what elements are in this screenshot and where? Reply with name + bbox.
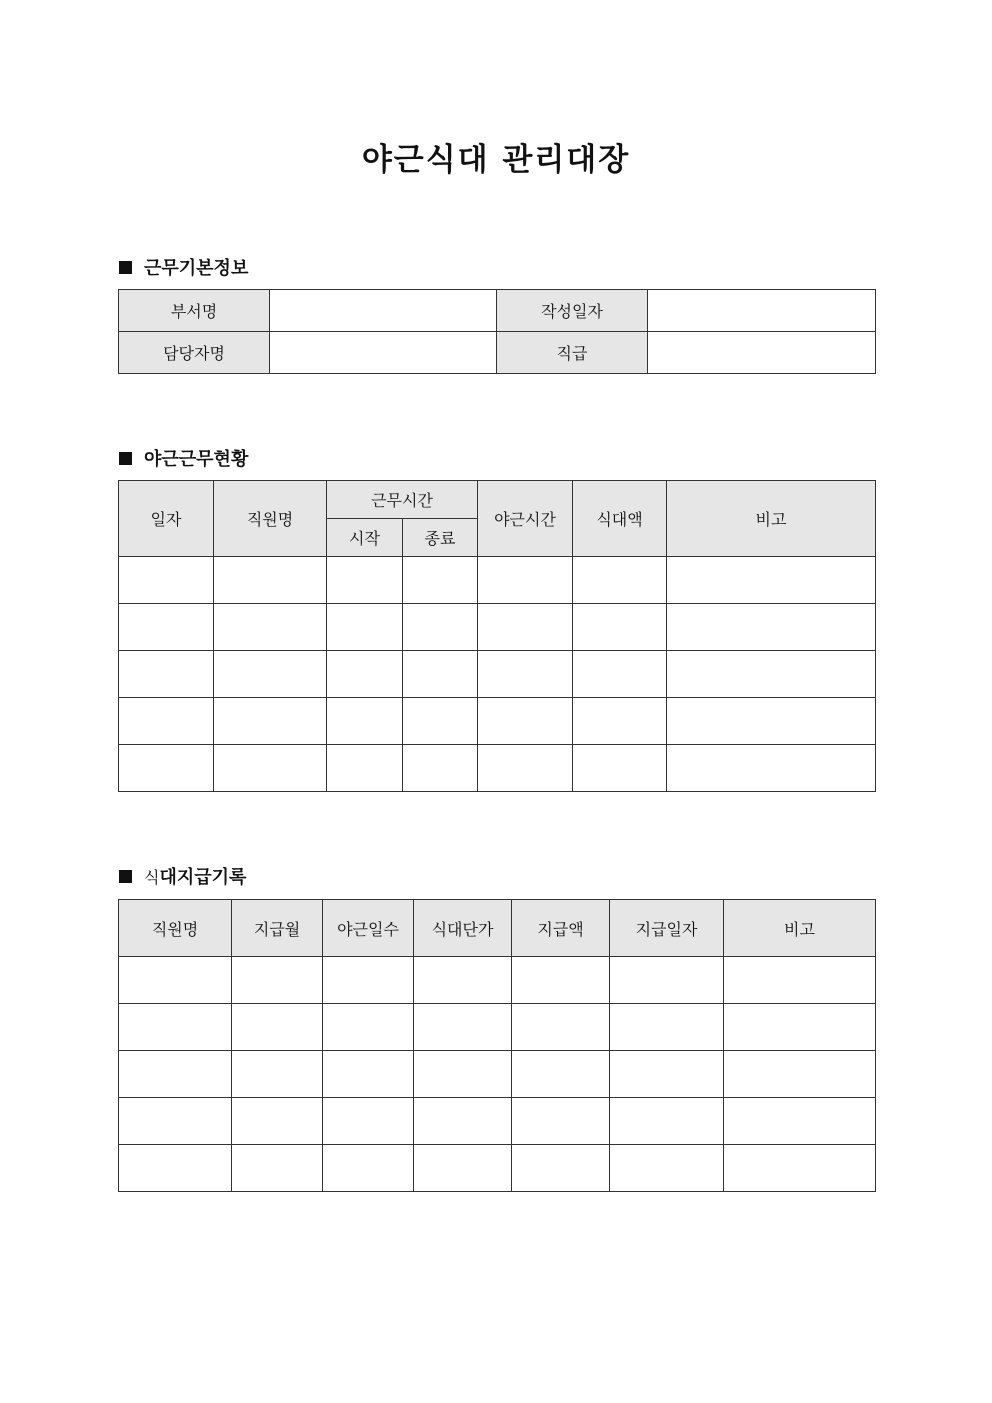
table-cell[interactable] [478, 745, 573, 792]
field-department[interactable] [270, 290, 497, 332]
table-cell[interactable] [327, 651, 403, 698]
table-row [119, 1098, 876, 1145]
table-cell[interactable] [119, 651, 214, 698]
header-employee: 직원명 [214, 481, 327, 557]
table-cell[interactable] [323, 957, 414, 1004]
table-row [119, 957, 876, 1004]
table-row [119, 745, 876, 792]
square-bullet-icon [119, 261, 132, 274]
label-manager: 담당자명 [119, 332, 270, 374]
label-position: 직급 [497, 332, 648, 374]
table-cell[interactable] [119, 957, 232, 1004]
table-cell[interactable] [214, 651, 327, 698]
table-cell[interactable] [667, 557, 876, 604]
table-cell[interactable] [327, 698, 403, 745]
table-cell[interactable] [478, 604, 573, 651]
table-cell[interactable] [414, 1145, 512, 1192]
page-title: 야근식대 관리대장 [361, 142, 631, 178]
table-cell[interactable] [724, 957, 876, 1004]
table-cell[interactable] [327, 745, 403, 792]
table-cell[interactable] [327, 557, 403, 604]
table-row [119, 1051, 876, 1098]
table-cell[interactable] [323, 1098, 414, 1145]
table-row [119, 557, 876, 604]
table-cell[interactable] [667, 698, 876, 745]
table-cell[interactable] [610, 1051, 724, 1098]
table-cell[interactable] [667, 745, 876, 792]
square-bullet-icon [119, 452, 132, 465]
table-cell[interactable] [478, 698, 573, 745]
table-cell[interactable] [573, 557, 667, 604]
table-cell[interactable] [512, 1004, 610, 1051]
table-cell[interactable] [512, 1145, 610, 1192]
section-title-prefix: 식 [144, 867, 160, 887]
table-row [119, 698, 876, 745]
table-cell[interactable] [478, 557, 573, 604]
table-cell[interactable] [403, 698, 478, 745]
table-cell[interactable] [214, 557, 327, 604]
table-cell[interactable] [403, 651, 478, 698]
table-row [119, 604, 876, 651]
table-cell[interactable] [323, 1004, 414, 1051]
table-cell[interactable] [667, 651, 876, 698]
table-cell[interactable] [724, 1098, 876, 1145]
table-cell[interactable] [403, 604, 478, 651]
table-cell[interactable] [214, 604, 327, 651]
section-heading-meal-payment [119, 863, 246, 889]
header-overtime-hours: 야근시간 [478, 481, 573, 557]
table-cell[interactable] [573, 698, 667, 745]
table-cell[interactable] [232, 1004, 323, 1051]
table-cell[interactable] [667, 604, 876, 651]
header-start: 시작 [327, 519, 403, 557]
table-cell[interactable] [414, 957, 512, 1004]
header-pay-amount: 지급액 [512, 900, 610, 957]
section-title: 대지급기록 [159, 867, 247, 888]
table-cell[interactable] [119, 604, 214, 651]
header-pay-month: 지급월 [232, 900, 323, 957]
table-cell[interactable] [119, 1145, 232, 1192]
table-cell[interactable] [724, 1004, 876, 1051]
header-meal-amount: 식대액 [573, 481, 667, 557]
table-cell[interactable] [724, 1145, 876, 1192]
table-cell[interactable] [214, 698, 327, 745]
section-title: 야근근무현황 [144, 449, 249, 470]
table-cell[interactable] [414, 1051, 512, 1098]
header-employee: 직원명 [119, 900, 232, 957]
table-cell[interactable] [119, 1098, 232, 1145]
table-cell[interactable] [478, 651, 573, 698]
meal-payment-table [118, 899, 876, 1192]
table-cell[interactable] [610, 1004, 724, 1051]
table-cell[interactable] [414, 1098, 512, 1145]
square-bullet-icon [119, 870, 132, 883]
table-cell[interactable] [610, 1145, 724, 1192]
header-work-time: 근무시간 [327, 481, 478, 519]
table-cell[interactable] [327, 604, 403, 651]
header-end: 종료 [403, 519, 478, 557]
overtime-status-table [118, 480, 876, 792]
section-heading-basic-info [119, 254, 248, 280]
field-manager[interactable] [270, 332, 497, 374]
table-cell[interactable] [414, 1004, 512, 1051]
table-cell[interactable] [323, 1051, 414, 1098]
header-pay-date: 지급일자 [610, 900, 724, 957]
table-cell[interactable] [512, 1051, 610, 1098]
table-cell[interactable] [119, 557, 214, 604]
field-date-written[interactable] [648, 290, 876, 332]
table-cell[interactable] [119, 1051, 232, 1098]
header-note: 비고 [667, 481, 876, 557]
table-cell[interactable] [610, 1098, 724, 1145]
header-date: 일자 [119, 481, 214, 557]
table-cell[interactable] [403, 745, 478, 792]
table-cell[interactable] [119, 698, 214, 745]
table-cell[interactable] [232, 1098, 323, 1145]
label-date-written: 작성일자 [497, 290, 648, 332]
table-row [119, 651, 876, 698]
table-cell[interactable] [323, 1145, 414, 1192]
table-row [119, 1004, 876, 1051]
table-cell[interactable] [403, 557, 478, 604]
field-position[interactable] [648, 332, 876, 374]
label-department: 부서명 [119, 290, 270, 332]
table-cell[interactable] [214, 745, 327, 792]
table-cell[interactable] [119, 745, 214, 792]
header-note: 비고 [724, 900, 876, 957]
table-cell[interactable] [610, 957, 724, 1004]
table-cell[interactable] [119, 1004, 232, 1051]
basic-info-table [118, 289, 876, 374]
table-cell[interactable] [573, 651, 667, 698]
table-cell[interactable] [573, 604, 667, 651]
header-overtime-days: 야근일수 [323, 900, 414, 957]
table-cell[interactable] [724, 1051, 876, 1098]
table-cell[interactable] [232, 957, 323, 1004]
section-title: 근무기본정보 [144, 258, 249, 279]
section-heading-overtime-status [119, 445, 248, 471]
table-cell[interactable] [512, 957, 610, 1004]
table-cell[interactable] [512, 1098, 610, 1145]
table-cell[interactable] [232, 1145, 323, 1192]
table-cell[interactable] [573, 745, 667, 792]
table-row [119, 1145, 876, 1192]
header-meal-unit-price: 식대단가 [414, 900, 512, 957]
table-cell[interactable] [232, 1051, 323, 1098]
